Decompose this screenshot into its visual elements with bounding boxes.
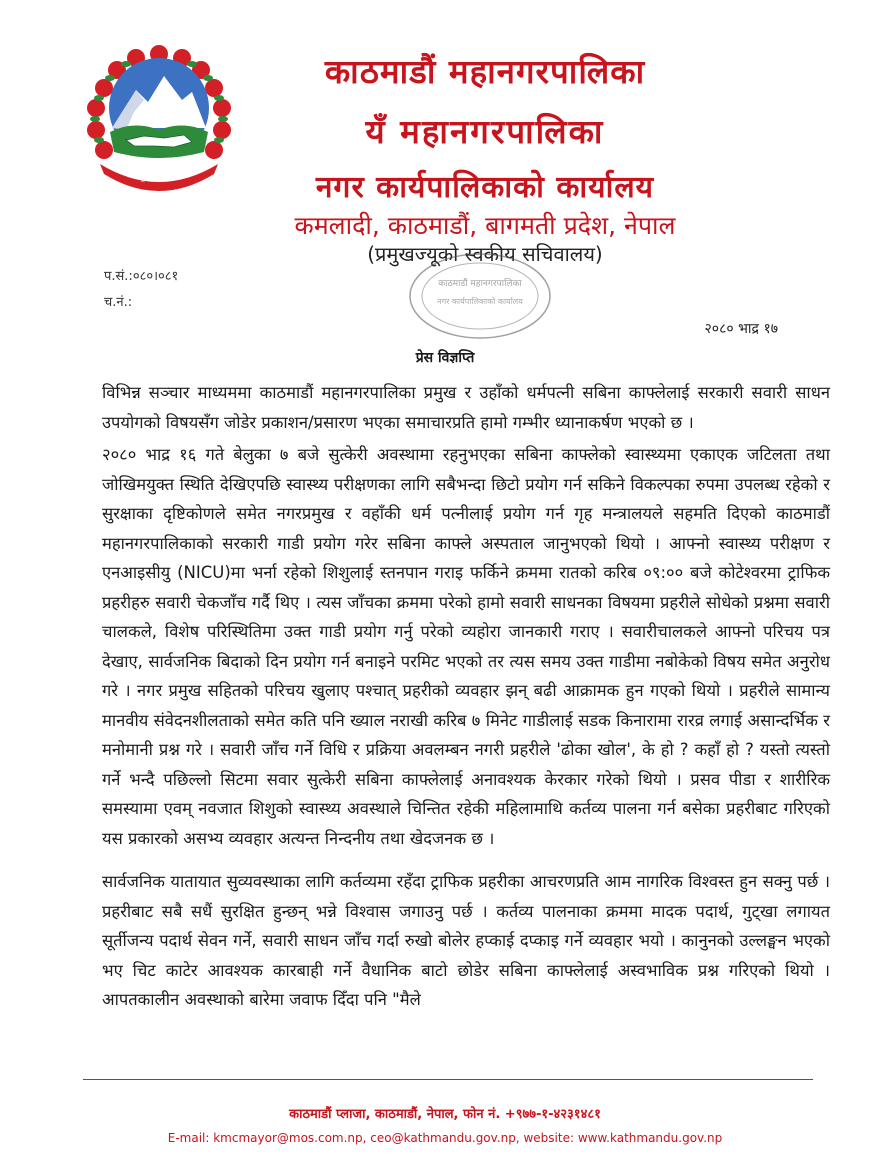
patra-sankhya: प.सं.:०८०।०८१ (104, 269, 179, 284)
municipality-emblem-icon (74, 40, 244, 200)
letterhead-office: नगर कार्यपालिकाको कार्यालय (315, 170, 655, 205)
paragraph: सार्वजनिक यातायात सुव्यवस्थाका लागि कर्तव्यमा रहँदा ट्राफिक प्रहरीका आचरणप्रति आम नागरिक विश्वस्त हुन सक्नु पर्छ । प्रहरीबाट सबै सधैं सुरक्षित हुन्छन् भन्ने विश्वास जगाउनु पर्छ । कर्तव्य पालनाका क्रममा मादक पदार्थ, गुट्खा लगायत सूर्तीजन्य पदार्थ सेवन गर्ने, सवारी साधन जाँच गर्दा रुखो बोलेर हप्काई दप्काइ गर्ने व्यवहार भयो । कानुनको उल्लङ्घन भएको भए चिट काटेर आवश्यक कारबाही गर्ने वैधानिक बाटो छोडेर सबिना काफ्लेलाई अस्वभाविक प्रश्न गरिएको थियो । आपतकालीन अवस्थाको बारेमा जवाफ दिँदा पनि "मैले (102, 872, 830, 1009)
letterhead-secretariat: (प्रमुखज्यूको स्वकीय सचिवालय) (367, 242, 603, 266)
document-title: प्रेस विज्ञप्ति (415, 350, 475, 366)
paragraph: २०८० भाद्र १६ गते बेलुका ७ बजे सुत्केरी अवस्थामा रहनुभएका सबिना काफ्लेको स्वास्थ्यमा एकाएक जटिलता तथा जोखिमयुक्त स्थिति देखिएपछि स्वास्थ्य परीक्षणका लागि सबैभन्दा छिटो प्रयोग गर्न सकिने विकल्पका रुपमा उपलब्ध रहेको र सुरक्षाका दृष्टिकोणले समेत नगरप्रमुख र वहाँकी धर्म पत्नीलाई प्रयोग गर्न गृह मन्त्रालयले सहमति दिएको काठमाडौं महानगरपालिकाको सरकारी गाडी प्रयोग गरेर सबिना काफ्ले अस्पताल जानुभएको थियो । आफ्नो स्वास्थ्य परीक्षण र एनआइसीयु (NICU)मा भर्ना रहेको शिशुलाई स्तनपान गराइ फर्किने क्रममा रातको करिब ०९:०० बजे कोटेश्वरमा ट्राफिक प्रहरीहरु सवारी चेकजाँच गर्दै थिए । त्यस जाँचका क्रममा परेको हामो सवारी साधनका विषयमा प्रहरीले सोधेको प्रश्नमा सवारी चालकले, विशेष परिस्थितिमा उक्त गाडी प्रयोग गर्नु परेको व्यहोरा जानकारी गराए । सवारीचालकले आफ्नो परिचय पत्र देखाए, सार्वजनिक बिदाको दिन प्रयोग गर्न बनाइने परमिट भएको तर त्यस समय उक्त गाडीमा नबोकेको विषय समेत अनुरोध गरे । नगर प्रमुख सहितको परिचय खुलाए पश्चात् प्रहरीको व्यवहार झन् बढी आक्रामक हुन गएको थियो । प्रहरीले सामान्य मानवीय संवेदनशीलताको समेत कति पनि ख्याल नराखी करिब ७ मिनेट गाडीलाई सडक किनारामा रारव्र लगाई असान्दर्भिक र मनोमानी प्रश्न गरे । सवारी जाँच गर्ने विधि र प्रक्रिया अवलम्बन नगरी प्रहरीले 'ढोका खोल', के हो ? कहाँ हो ? यस्तो त्यस्तो गर्ने भन्दै पछिल्लो सिटमा सवार सुत्केरी सबिना काफ्लेलाई अनावश्यक केरकार गरेको थियो । प्रसव पीडा र शारीरिक समस्यामा एवम् नवजात शिशुको स्वास्थ्य अवस्थाले चिन्तित रहेकी महिलामाथि कर्तव्य पालना गर्न बसेका प्रहरीबाट गरिएको यस प्रकारको असभ्य व्यवहार अत्यन्त निन्दनीय तथा खेदजनक छ । (102, 445, 830, 848)
paragraph: विभिन्न सञ्चार माध्यममा काठमाडौं महानगरपालिका प्रमुख र उहाँको धर्मपत्नी सबिना काफ्लेलाई सरकारी सवारी साधन उपयोगको विषयसँग जोडेर प्रकाशन/प्रसारण भएका समाचारप्रति हामो गम्भीर ध्यानाकर्षण भएको छ । (102, 383, 830, 432)
letterhead-title-newari: यँ महानगरपालिका (365, 112, 605, 151)
footer-address: काठमाडौं प्लाजा, काठमाडौं, नेपाल, फोन नं. +९७७-१-४२३१४८१ (289, 1107, 601, 1122)
letterhead-address: कमलादी, काठमाडौं, बागमती प्रदेश, नेपाल (294, 211, 676, 240)
svg-text:काठमाडौं महानगरपालिका: काठमाडौं महानगरपालिका (438, 279, 522, 289)
footer-contact: E-mail: kmcmayor@mos.com.np, ceo@kathmandu.gov.np, website: www.kathmandu.gov.np (167, 1131, 723, 1145)
svg-text:नगर कार्यपालिकाको कार्यालय: नगर कार्यपालिकाको कार्यालय (437, 297, 523, 306)
office-stamp-icon (405, 248, 555, 343)
letter-date: २०८० भाद्र १७ (704, 321, 778, 337)
svg-text:जननी जन्मभूमिश्च स्वर्गादपि गर: जननी जन्मभूमिश्च स्वर्गादपि गरीयसी (111, 164, 203, 184)
letter-body (102, 378, 830, 1015)
chalani-number: च.नं.: (104, 295, 133, 310)
footer-divider (83, 1079, 813, 1080)
letterhead-title: काठमाडौं महानगरपालिका (324, 52, 646, 91)
